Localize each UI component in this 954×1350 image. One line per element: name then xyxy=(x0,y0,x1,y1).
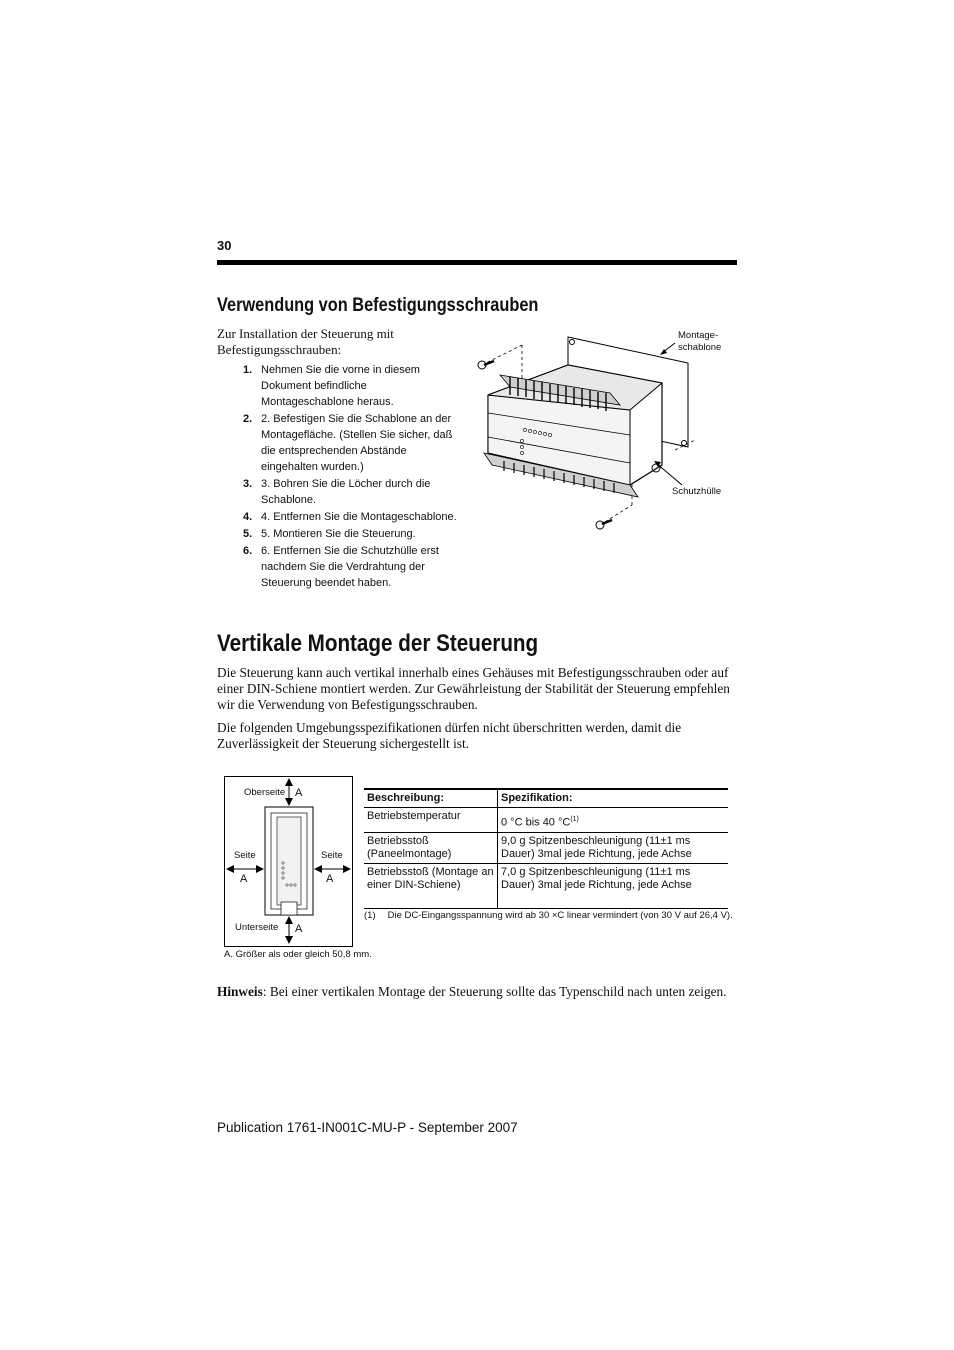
list-item xyxy=(243,362,458,410)
table-cell: Betriebstemperatur xyxy=(364,808,498,833)
screw-icon xyxy=(596,520,612,529)
table-cell xyxy=(498,808,729,833)
template-label xyxy=(678,330,721,354)
footnote-text: Die DC-Eingangsspannung wird ab 30 ×C linear vermindert (von 30 V auf 26,4 V). xyxy=(387,910,733,921)
step-text: 5. Montieren Sie die Steuerung. xyxy=(261,528,416,540)
mounting-illustration xyxy=(470,325,740,540)
template-label-line2: schablone xyxy=(678,342,722,353)
step-number: 3. xyxy=(243,478,253,490)
list-item xyxy=(243,509,458,525)
table-row xyxy=(364,832,728,863)
list-item xyxy=(243,411,458,475)
template-label-line1: Montage- xyxy=(678,330,719,341)
table-cell: Betriebsstoß (Paneelmontage) xyxy=(364,832,498,863)
label-bottom: Unterseite xyxy=(235,922,279,933)
step-number: 1. xyxy=(243,364,253,376)
dim-a-left: A xyxy=(240,873,248,885)
label-top: Oberseite xyxy=(244,787,286,798)
footer-publication: Publication 1761-IN001C-MU-P - September 2007 xyxy=(217,1120,518,1135)
cover-label: Schutzhülle xyxy=(672,486,722,497)
page-number: 30 xyxy=(217,238,232,253)
section-heading-screws: Verwendung von Befestigungsschrauben xyxy=(217,295,539,316)
section-heading-vertical: Vertikale Montage der Steuerung xyxy=(217,630,539,657)
clearance-caption: A. Größer als oder gleich 50,8 mm. xyxy=(224,949,372,960)
table-row xyxy=(364,808,728,833)
note-label: Hinweis xyxy=(217,984,263,999)
clearance-figure xyxy=(224,776,353,947)
list-item xyxy=(243,476,458,508)
note-paragraph xyxy=(217,984,737,1000)
intro-text: Zur Installation der Steuerung mit Befestigungsschrauben: xyxy=(217,326,394,357)
label-side-right: Seite xyxy=(321,850,343,861)
paragraph-2: Die folgenden Umgebungsspezifikationen dürfen nicht überschritten werden, damit die Zuverlässigkeit der Steuerung sichergestellt ist. xyxy=(217,720,682,751)
label-side-left: Seite xyxy=(234,850,256,861)
step-text: 6. Entfernen Sie die Schutzhülle erst nachdem Sie die Verdrahtung der Steuerung beendet haben. xyxy=(261,545,439,589)
table-cell: Betriebsstoß (Montage an einer DIN-Schiene) xyxy=(364,863,498,908)
list-item xyxy=(243,526,458,542)
step-text: Nehmen Sie die vorne in diesem Dokument befindliche Montageschablone heraus. xyxy=(261,364,420,408)
table-cell: 9,0 g Spitzenbeschleunigung (11±1 ms Dauer) 3mal jede Richtung, jede Achse xyxy=(498,832,729,863)
step-text: 4. Entfernen Sie die Montageschablone. xyxy=(261,511,457,523)
dim-a-right: A xyxy=(326,873,334,885)
dim-a-top: A xyxy=(295,787,303,799)
table-footnote xyxy=(364,910,733,921)
step-list xyxy=(243,362,458,592)
footnote-ref: (1) xyxy=(570,816,579,823)
dim-a-bottom: A xyxy=(295,923,303,935)
step-number: 5. xyxy=(243,528,253,540)
step-number: 4. xyxy=(243,511,253,523)
paragraph-1: Die Steuerung kann auch vertikal innerhalb eines Gehäuses mit Befestigungsschrauben oder auf einer DIN-Schiene montiert werden. Zur Gewährleistung der Stabilität der Steuerung empfehlen wir die Verwendung von Befestigungsschrauben. xyxy=(217,665,730,712)
spec-table xyxy=(364,788,728,909)
list-item xyxy=(243,543,458,591)
col-header-description: Beschreibung: xyxy=(364,789,498,808)
step-number: 6. xyxy=(243,545,253,557)
step-text: 3. Bohren Sie die Löcher durch die Schablone. xyxy=(261,478,431,506)
col-header-specification: Spezifikation: xyxy=(498,789,729,808)
step-text: 2. Befestigen Sie die Schablone an der Montagefläche. (Stellen Sie sicher, daß die entsprechenden Abstände eingehalten wurden.) xyxy=(261,413,453,473)
clearance-drawing xyxy=(225,777,352,946)
note-text: : Bei einer vertikalen Montage der Steuerung sollte das Typenschild nach unten zeigen. xyxy=(262,984,727,999)
table-row xyxy=(364,863,728,908)
table-cell: 7,0 g Spitzenbeschleunigung (11±1 ms Dauer) 3mal jede Richtung, jede Achse xyxy=(498,863,729,908)
screw-icon xyxy=(478,361,494,369)
table-header-row xyxy=(364,789,728,808)
header-rule xyxy=(217,260,737,265)
spec-value: 0 °C bis 40 °C xyxy=(501,816,571,829)
footnote-number: (1) xyxy=(364,910,376,921)
step-number: 2. xyxy=(243,413,253,425)
